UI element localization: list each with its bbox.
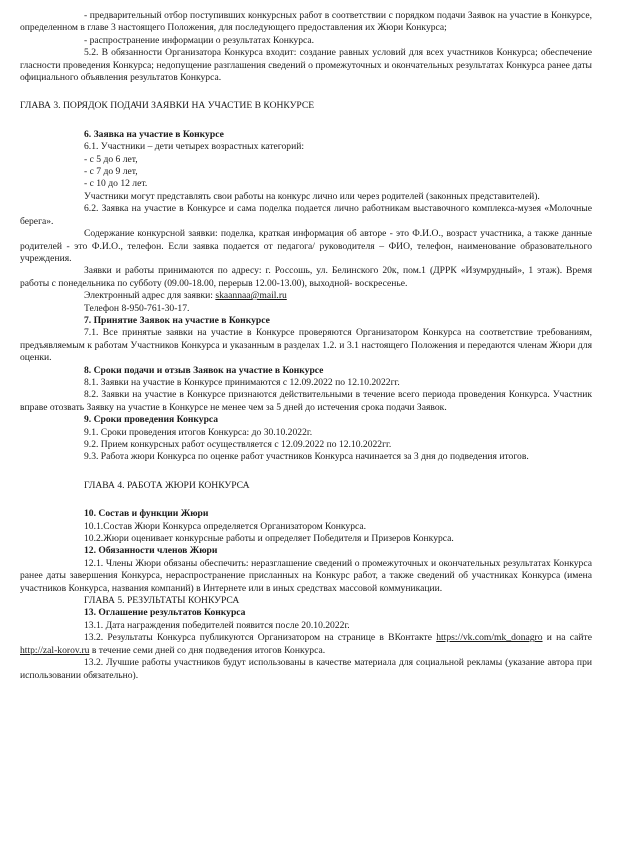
paragraph: Участники могут представлять свои работы на конкурс лично или через родителей (законных представителей). [84, 190, 540, 202]
paragraph: 13.1. Дата награждения победителей появится после 20.10.2022г. [84, 619, 350, 631]
paragraph: 6.1. Участники – дети четырех возрастных категорий: [84, 141, 305, 153]
paragraph-with-links [20, 632, 592, 657]
text-fragment: 13.2. Результаты Конкурса публикуются Организатором на странице в ВКонтакте [84, 632, 432, 644]
section-heading: 6. Заявка на участие в Конкурсе [84, 128, 224, 140]
section-heading: 9. Сроки проведения Конкурса [84, 414, 219, 426]
section-heading: 12. Обязанности членов Жюри [84, 545, 218, 557]
paragraph: 13.2. Лучшие работы участников будут использованы в качестве материала для социальной рекламы (указание автора при использовании обязательно). [20, 657, 592, 681]
paragraph: 6.2. Заявка на участие в Конкурсе и сама поделка подается лично работникам выставочного комплекса-музея «Молочные берега». [20, 203, 592, 227]
paragraph: 8.1. Заявки на участие в Конкурсе принимаются с 12.09.2022 по 12.10.2022гг. [84, 376, 400, 388]
paragraph: 10.2.Жюри оценивает конкурсные работы и определяет Победителя и Призеров Конкурса. [84, 533, 454, 545]
chapter-heading: ГЛАВА 5. РЕЗУЛЬТАТЫ КОНКУРСА [84, 595, 240, 607]
email-link[interactable]: skaannaa@mail.ru [215, 290, 287, 302]
paragraph: Телефон 8-950-761-30-17. [84, 302, 190, 314]
email-line [20, 290, 592, 302]
paragraph: 9.2. Прием конкурсных работ осуществляется с 12.09.2022 по 12.10.2022гг. [84, 439, 392, 450]
paragraph: Заявки и работы принимаются по адресу: г. Россошь, ул. Белинского 20к, пом.1 (ДРРК «Изумрудный», 1 этаж). Время работы с понедельника по субботу (09.00-18.00, перерыв 12.00-13.00), выходной- воскресенье. [20, 265, 592, 289]
site-link[interactable]: http://zal-korov.ru [20, 644, 90, 656]
text-fragment: в течение семи дней со дня подведения итогов Конкурса. [91, 644, 326, 656]
paragraph: 5.2. В обязанности Организатора Конкурса входит: создание равных условий для всех участников Конкурса; обеспечение гласности проведения Конкурса; недопущение разглашения сведений о промежуточных и окончательных результатах Конкурса ранее даты официального объявления результатов Конкурса. [20, 47, 592, 84]
section-heading: 8. Сроки подачи и отзыв Заявок на участие в Конкурсе [84, 364, 324, 376]
chapter-heading: ГЛАВА 4. РАБОТА ЖЮРИ КОНКУРСА [84, 479, 250, 491]
chapter-heading: ГЛАВА 3. ПОРЯДОК ПОДАЧИ ЗАЯВКИ НА УЧАСТИЕ В КОНКУРСЕ [20, 100, 315, 112]
vk-link[interactable]: https://vk.com/mk_donagro [436, 632, 543, 644]
paragraph: 9.3. Работа жюри Конкурса по оценке работ участников Конкурса начинается за 3 дня до подведения итогов. [84, 451, 529, 463]
list-item: - с 7 до 9 лет, [84, 166, 138, 178]
list-item: - с 5 до 6 лет, [84, 153, 138, 165]
paragraph: 12.1. Члены Жюри обязаны обеспечить: неразглашение сведений о промежуточных и окончательных результатах Конкурса ранее даты завершения Конкурса, нераспространение присланных на Конкурс работ, а также сведений об участниках Конкурса (имена участников Конкурса, названия компаний) в Интернете или в иных средствах массовой коммуникации. [20, 557, 592, 594]
paragraph: 8.2. Заявки на участие в Конкурсе признаются действительными в течение всего периода проведения Конкурса. Участник вправе отозвать Заявку на участие в Конкурсе не менее чем за 5 дней до истечения срока подачи Заявок. [20, 389, 592, 413]
paragraph: 7.1. Все принятые заявки на участие в Конкурсе проверяются Организатором Конкурса на соответствие требованиям, предъявляемым к работам Участников Конкурса и указанным в разделах 1.2. и 3.1 настоящего Положения и передаются членам Жюри для оценки. [20, 327, 592, 364]
paragraph: 9.1. Сроки проведения итогов Конкурса: до 30.10.2022г. [84, 426, 313, 438]
section-heading: 10. Состав и функции Жюри [84, 508, 209, 520]
email-label: Электронный адрес для заявки: [84, 290, 213, 302]
text-fragment: и на сайте [546, 632, 592, 644]
paragraph: - распространение информации о результатах Конкурса. [84, 34, 315, 46]
section-heading: 13. Оглашение результатов Конкурса [84, 607, 246, 619]
section-heading: 7. Принятие Заявок на участие в Конкурсе [84, 314, 270, 326]
paragraph: 10.1.Состав Жюри Конкурса определяется Организатором Конкурса. [84, 520, 367, 532]
paragraph: - предварительный отбор поступивших конкурсных работ в соответствии с порядком подачи Заявок на участие в Конкурсе, определенном в главе 3 настоящего Положения, для последующего предоставления их Жюри Конкурса; [20, 10, 592, 34]
list-item: - с 10 до 12 лет. [84, 178, 148, 190]
paragraph: Содержание конкурсной заявки: поделка, краткая информация об авторе - это Ф.И.О., возраст участника, а также данные родителей - это Ф.И.О., телефон. Если заявка подается от педагога/ руководителя – ФИО, телефон, наименование образовательного учреждения. [20, 228, 592, 264]
